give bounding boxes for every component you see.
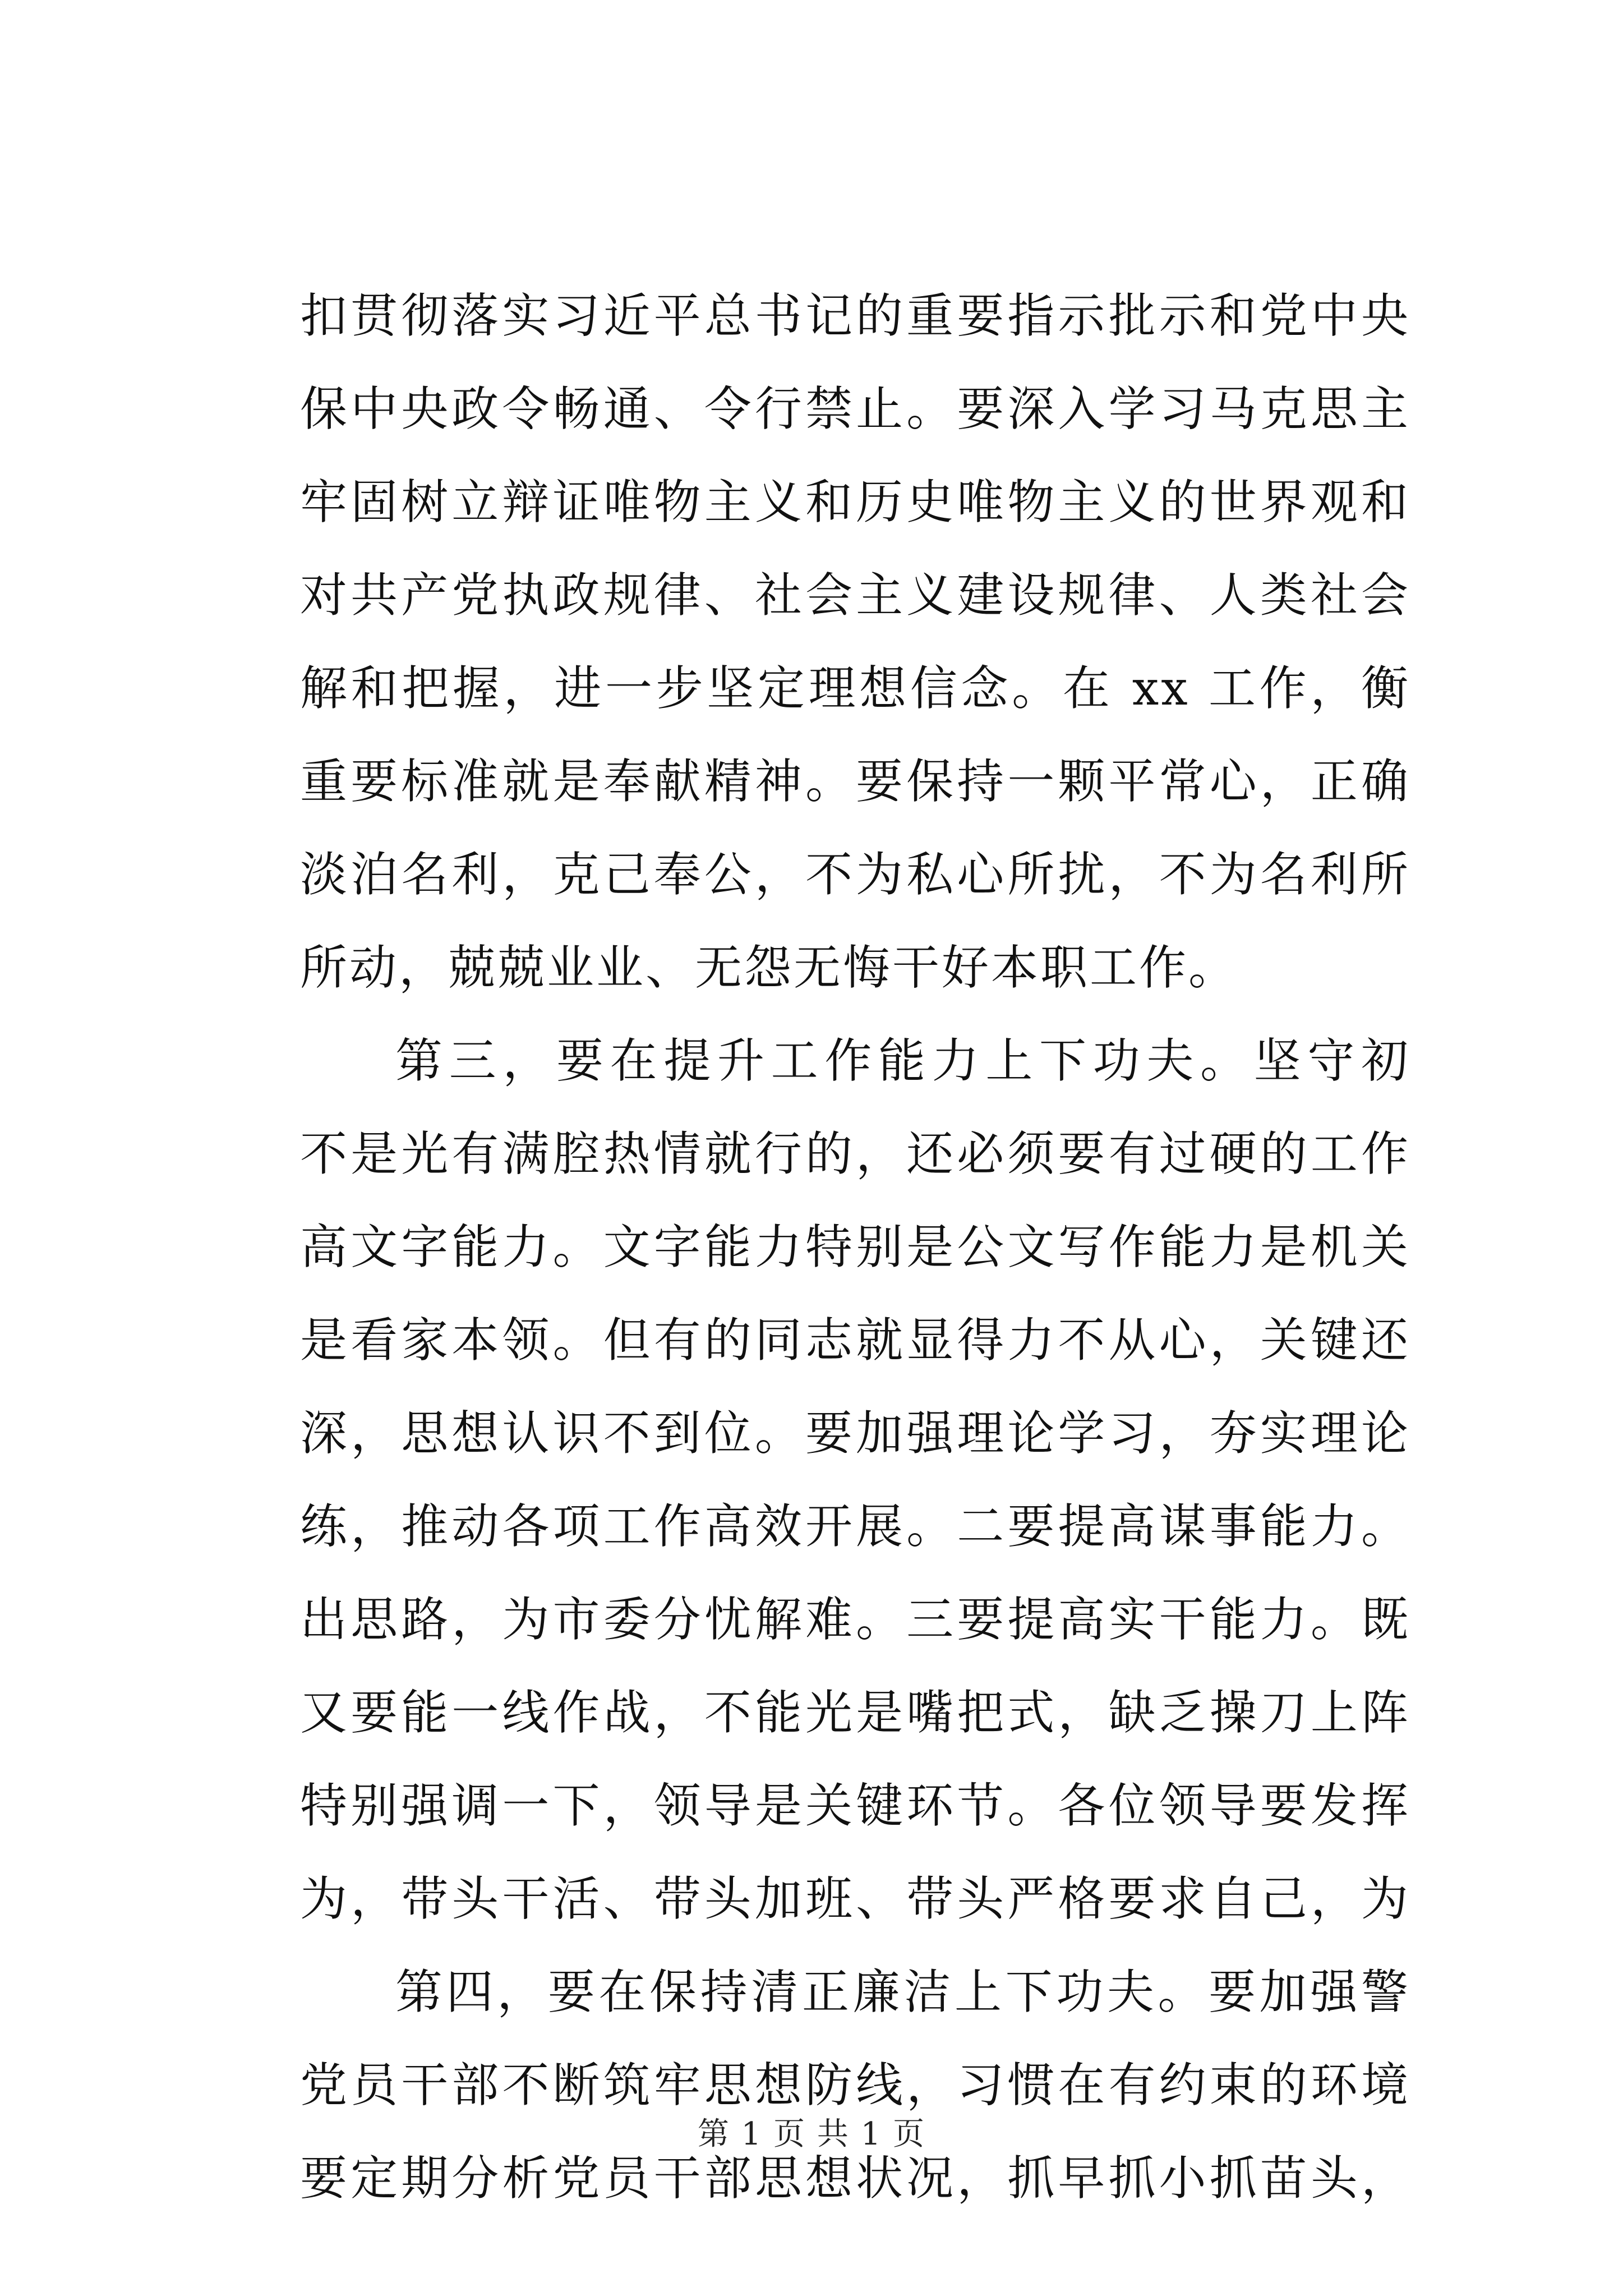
paragraph [300,1945,1410,2225]
text-line: 深，思想认识不到位。要加强理论学习，夯实理论 [300,1406,1410,1461]
text-line: 所动，兢兢业业、无怨无悔干好本职工作。 [300,940,1238,995]
page-number-footer: 第 1 页 共 1 页 [697,2116,926,2152]
text-line: 解和把握，进一步坚定理想信念。在 xx 工作，衡 [300,661,1410,716]
text-line: 牢固树立辩证唯物主义和历史唯物主义的世界观和 [300,475,1410,530]
text-line: 出思路，为市委分忧解难。三要提高实干能力。既 [300,1592,1410,1647]
text-line: 是看家本领。但有的同志就显得力不从心，关键还 [300,1313,1410,1368]
text-line: 党员干部不断筑牢思想防线，习惯在有约束的环境 [300,2058,1410,2113]
paragraph [300,269,1410,1014]
text-line: 第三，要在提升工作能力上下功夫。坚守初 [395,1033,1410,1088]
text-line: 练，推动各项工作高效开展。二要提高谋事能力。 [300,1499,1410,1554]
text-line: 不是光有满腔热情就行的，还必须要有过硬的工作 [300,1126,1410,1181]
text-line: 第四，要在保持清正廉洁上下功夫。要加强警 [395,1964,1410,2019]
text-line: 高文字能力。文字能力特别是公文写作能力是机关 [300,1220,1410,1274]
paragraph [300,1014,1410,1945]
text-line: 又要能一线作战，不能光是嘴把式，缺乏操刀上阵 [300,1685,1410,1740]
text-line: 特别强调一下，领导是关键环节。各位领导要发挥 [300,1778,1410,1833]
text-line: 为，带头干活、带头加班、带头严格要求自己，为 [300,1871,1410,1926]
text-line: 重要标准就是奉献精神。要保持一颗平常心，正确 [300,754,1410,809]
text-line: 对共产党执政规律、社会主义建设规律、人类社会 [300,568,1410,623]
document-body [300,269,1410,2225]
text-line: 要定期分析党员干部思想状况，抓早抓小抓苗头， [300,2151,1410,2206]
text-line: 淡泊名利，克己奉公，不为私心所扰，不为名利所 [300,847,1410,902]
text-line: 保中央政令畅通、令行禁止。要深入学习马克思主 [300,381,1410,436]
text-line: 扣贯彻落实习近平总书记的重要指示批示和党中央 [300,288,1410,343]
